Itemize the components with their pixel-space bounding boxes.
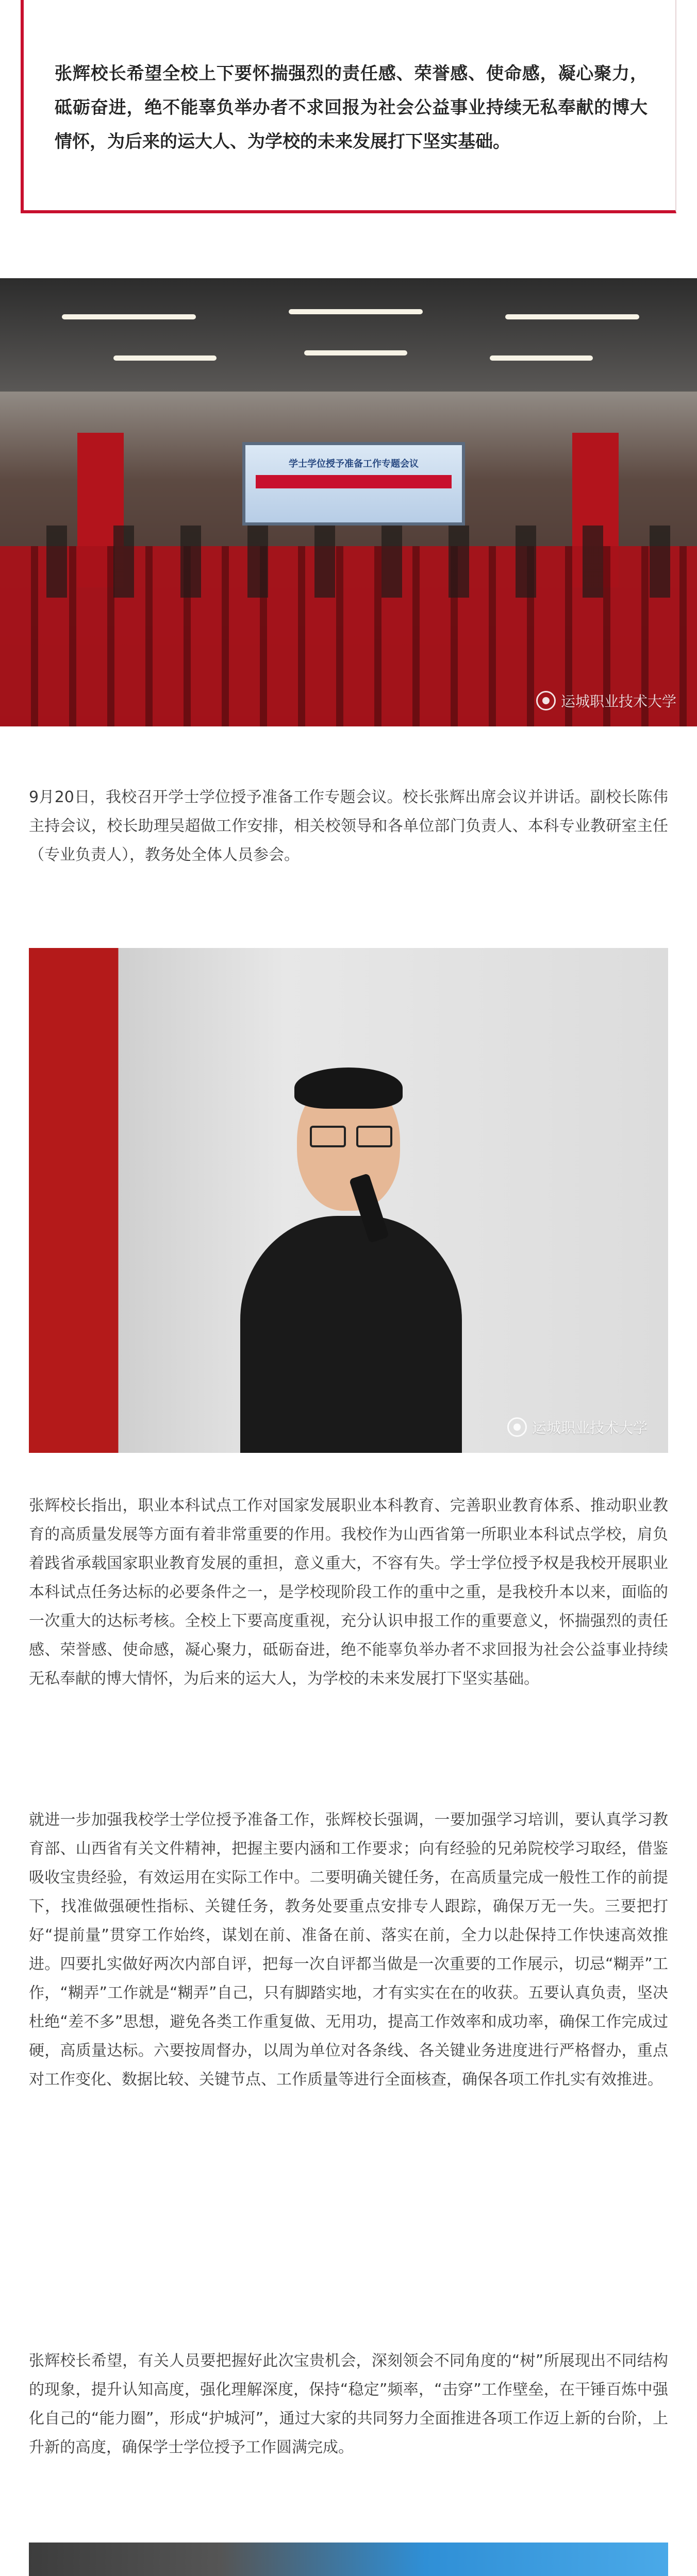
ceiling [0,278,697,392]
screen-title: 学士学位授予准备工作专题会议 [289,459,419,469]
summary-callout [21,0,676,213]
ceiling-light [289,309,423,314]
ceiling-light [505,314,639,319]
paragraph-3: 就进一步加强我校学士学位授予准备工作，张辉校长强调，一要加强学习培训，要认真学习教育部、山西省有关文件精神，把握主要内涵和工作要求；向有经验的兄弟院校学习取经，借鉴吸收宝贵经验，有效运用在实际工作中。二要明确关键任务，在高质量完成一般性工作的前提下，找准做强硬性指标、关键任务，教务处要重点安排专人跟踪，确保万无一失。三要把打好“提前量”贯穿工作始终，谋划在前、准备在前、落实在前，全力以赴保持工作快速高效推进。四要扎实做好两次内部自评，把每一次自评都当做是一次重要的工作展示，切忌“糊弄”工作，“糊弄”工作就是“糊弄”自己，只有脚踏实地，才有实实在在的收获。五要认真负责，坚决杜绝“差不多”思想，避免各类工作重复做、无用功，提高工作效率和成功率，确保工作完成过硬，高质量达标。六要按周督办，以周为单位对各条线、各关键业务进度进行严格督办，重点对工作变化、数据比较、关键节点、工作质量等进行全面核查，确保各项工作扎实有效推进。 [29,1811,668,2089]
school-logo-icon [536,691,556,710]
ceiling-light [62,314,196,319]
paragraph-1: 9月20日，我校召开学士学位授予准备工作专题会议。校长张辉出席会议并讲话。副校长陈伟主持会议，校长助理吴超做工作安排，相关校领导和各单位部门负责人、本科专业教研室主任（专业负责人），教务处全体人员参会。 [29,788,668,864]
speaker-body [240,1216,462,1453]
glasses [356,1126,392,1147]
ceiling-light [490,355,593,361]
projection-screen [242,442,465,526]
paragraph-2: 张辉校长指出，职业本科试点工作对国家发展职业本科教育、完善职业教育体系、推动职业教育的高质量发展等方面有着非常重要的作用。我校作为山西省第一所职业本科试点学校，肩负着践省承载国家职业教育发展的重担，意义重大，不容有失。学士学位授予权是我校开展职业本科试点任务达标的必要条件之一，是学校现阶段工作的重中之重，是我校升本以来，面临的一次重大的达标考核。全校上下要高度重视，充分认识申报工作的重要意义，怀揣强烈的责任感、荣誉感、使命感，凝心聚力，砥砺奋进，绝不能辜负举办者不求回报为社会公益事业持续无私奉献的博大情怀，为后来的运大人，为学校的未来发展打下坚实基础。 [29,1497,668,1688]
speaker-photo-2 [29,2543,668,2576]
ceiling-light [304,350,407,355]
audience [0,526,697,598]
speaker-hair [294,1067,403,1109]
watermark: 运城职业技术大学 [507,1417,648,1437]
paragraph-4: 张辉校长希望，有关人员要把握好此次宝贵机会，深刻领会不同角度的“树”所展现出不同结构的现象，提升认知高度，强化理解深度，保持“稳定”频率，“击穿”工作壁垒，在干锤百炼中强化自己的“能力圈”，形成“护城河”，通过大家的共同努力全面推进各项工作迈上新的台阶，上升新的高度，确保学士学位授予工作圆满完成。 [29,2352,668,2456]
glasses [310,1126,346,1147]
school-logo-icon [507,1417,527,1437]
watermark: 运城职业技术大学 [536,690,676,711]
summary-text: 张辉校长希望全校上下要怀揣强烈的责任感、荣誉感、使命感，凝心聚力，砥砺奋进，绝不能辜负举办者不求回报为社会公益事业持续无私奉献的博大情怀，为后来的运大人、为学校的未来发展打下坚实基础。 [55,63,648,152]
speaker-photo-1 [29,948,668,1453]
auditorium-photo [0,278,697,726]
screen-banner [256,475,452,488]
ceiling-light [113,355,217,361]
